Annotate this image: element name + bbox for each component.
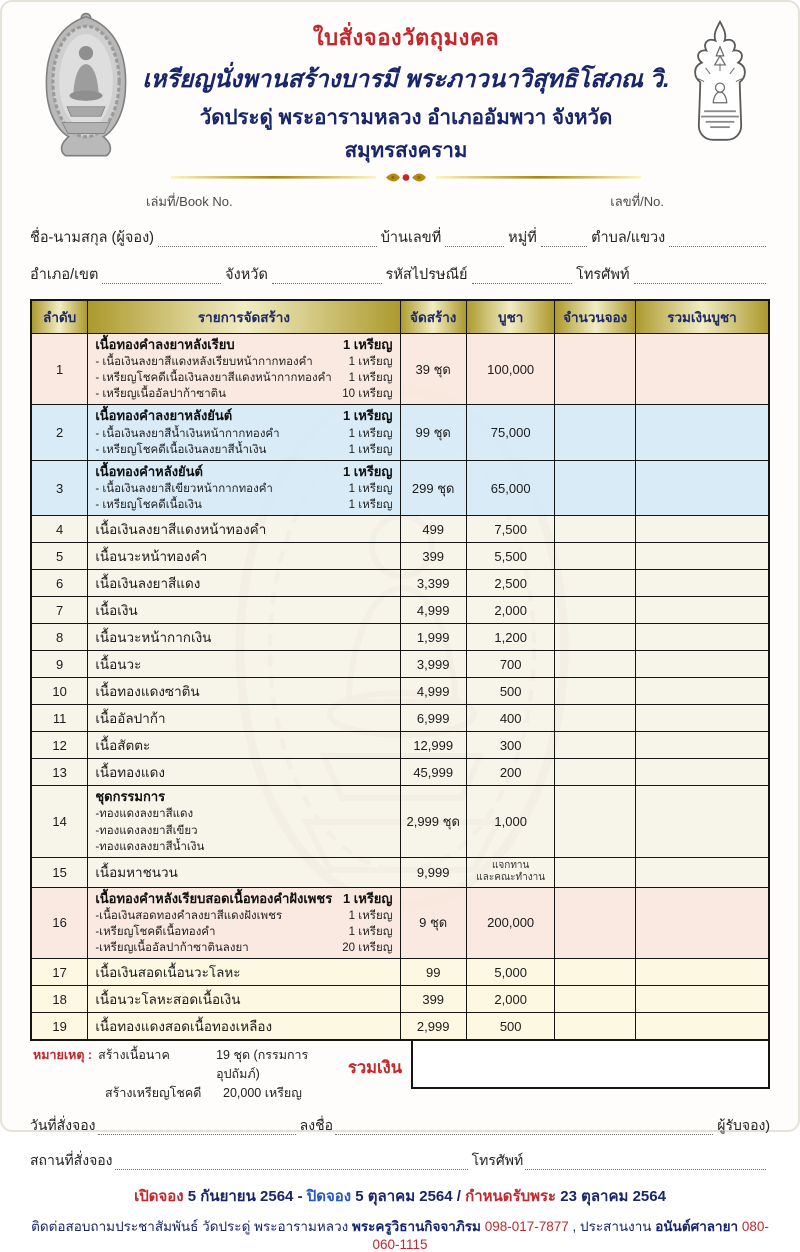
- order-quantity-cell[interactable]: [555, 460, 635, 515]
- item-cell: [88, 705, 400, 732]
- moo-field[interactable]: [541, 231, 587, 247]
- item-name: เนื้อเงิน: [95, 603, 138, 619]
- price-cell: 500: [466, 1013, 555, 1041]
- text-segment: ติดต่อสอบถามประชาสัมพันธ์ วัดประดู่ พระอารามหลวง: [31, 1219, 352, 1235]
- note-item-2: สร้างเหรียญโชคดี: [105, 1085, 202, 1100]
- item-name: เนื้อเงินลงยาสีแดงหน้าทองคำ: [95, 522, 267, 538]
- order-quantity-cell[interactable]: [555, 597, 635, 624]
- row-index-cell: 15: [31, 857, 88, 887]
- note-item-1: สร้างเนื้อนาค: [98, 1048, 170, 1063]
- order-total-cell[interactable]: [635, 705, 769, 732]
- header: [30, 10, 770, 212]
- price-cell: 65,000: [466, 460, 555, 515]
- table-row: [31, 570, 769, 597]
- row-index-cell: 10: [31, 678, 88, 705]
- district-field[interactable]: [102, 268, 221, 284]
- made-count-cell: 4,999: [400, 678, 466, 705]
- item-sub-line: [95, 924, 392, 940]
- order-quantity-cell[interactable]: [555, 405, 635, 460]
- item-cell: [88, 887, 400, 958]
- item-name: เนื้อเงินสอดเนื้อนวะโลหะ: [95, 965, 241, 981]
- row-index-cell: 18: [31, 986, 88, 1013]
- order-total-cell[interactable]: [635, 516, 769, 543]
- row-index-cell: 16: [31, 887, 88, 958]
- made-count-cell: 9,999: [400, 857, 466, 887]
- row-index-cell: 8: [31, 624, 88, 651]
- order-total-cell[interactable]: [635, 678, 769, 705]
- price-cell: [466, 857, 555, 887]
- book-number-row: [142, 185, 670, 212]
- row-index-cell: 17: [31, 959, 88, 986]
- item-title: เนื้อทองคำหลังเรียบสอดเนื้อทองคำฝังเพชร: [95, 890, 333, 906]
- price-cell: 7,500: [466, 516, 555, 543]
- item-sub-line: [95, 370, 392, 386]
- sub-item-qty: 10 เหรียญ: [342, 388, 393, 401]
- item-cell: [88, 570, 400, 597]
- item-title-qty: 1 เหรียญ: [342, 890, 393, 906]
- row-index-cell: 13: [31, 759, 88, 786]
- order-quantity-cell[interactable]: [555, 1013, 635, 1041]
- moo-label: หมู่ที่: [508, 230, 537, 246]
- price-cell: 75,000: [466, 405, 555, 460]
- row-index-cell: 6: [31, 570, 88, 597]
- item-sub-line: [95, 908, 392, 924]
- col-header-item: รายการจัดสร้าง: [88, 300, 400, 334]
- order-total-cell[interactable]: [635, 597, 769, 624]
- item-name: เนื้อนวะหน้าทองคำ: [95, 549, 208, 565]
- text-segment: ปิดจอง: [306, 1188, 356, 1206]
- customer-line-2: [30, 263, 770, 286]
- item-cell: [88, 959, 400, 986]
- row-index-cell: 1: [31, 334, 88, 405]
- order-total-cell[interactable]: [635, 887, 769, 958]
- order-quantity-cell[interactable]: [555, 624, 635, 651]
- order-total-cell[interactable]: [635, 732, 769, 759]
- price-cell: 2,500: [466, 570, 555, 597]
- made-count-cell: 45,999: [400, 759, 466, 786]
- item-cell: [88, 405, 400, 460]
- table-row: [31, 959, 769, 986]
- order-quantity-cell[interactable]: [555, 986, 635, 1013]
- order-total-cell[interactable]: [635, 986, 769, 1013]
- text-segment: 5 กันยายน 2564: [187, 1188, 298, 1206]
- order-total-cell[interactable]: [635, 460, 769, 515]
- item-cell: [88, 1013, 400, 1041]
- sub-item-label: -เนื้อเงินสอดทองคำลงยาสีแดงฝังเพชร: [95, 909, 283, 922]
- col-header-price: บูชา: [466, 300, 555, 334]
- order-quantity-cell[interactable]: [555, 516, 635, 543]
- subdistrict-field[interactable]: [669, 231, 766, 247]
- sub-item-label: -ทองแดงลงยาสีเขียว: [95, 824, 198, 837]
- phone-label: โทรศัพท์: [576, 267, 630, 283]
- place-label: สถานที่สั่งจอง: [30, 1152, 113, 1169]
- item-title-line: [95, 788, 392, 806]
- table-row: [31, 786, 769, 857]
- sub-item-qty: 1 เหรียญ: [348, 483, 393, 496]
- table-row: [31, 1013, 769, 1041]
- item-cell: [88, 986, 400, 1013]
- schedule-line: [30, 1184, 770, 1208]
- province-field[interactable]: [272, 268, 382, 284]
- order-total-cell[interactable]: [635, 405, 769, 460]
- made-count-cell: 3,999: [400, 651, 466, 678]
- row-index-cell: 5: [31, 543, 88, 570]
- made-count-cell: 3,399: [400, 570, 466, 597]
- item-title-qty: 1 เหรียญ: [342, 337, 393, 352]
- sub-item-qty: 1 เหรียญ: [348, 356, 393, 369]
- price-cell: 2,000: [466, 597, 555, 624]
- book-no-label: เล่มที่/Book No.: [146, 194, 233, 209]
- made-count-cell: 6,999: [400, 705, 466, 732]
- table-row: [31, 597, 769, 624]
- item-name: เนื้อทองแดงสอดเนื้อทองเหลือง: [95, 1019, 273, 1035]
- sub-item-label: - เหรียญเนื้ออัลปาก้าซาติน: [95, 388, 226, 401]
- contact-line: [30, 1215, 770, 1252]
- row-index-cell: 12: [31, 732, 88, 759]
- sub-item-qty: 1 เหรียญ: [348, 372, 393, 385]
- order-date-field[interactable]: [98, 1119, 296, 1135]
- price-cell: 300: [466, 732, 555, 759]
- price-cell: 100,000: [466, 334, 555, 405]
- item-sub-line: [95, 442, 392, 458]
- item-cell: [88, 597, 400, 624]
- text-segment: 098-017-7877: [484, 1219, 569, 1235]
- text-segment: , ประสานงาน: [568, 1219, 656, 1235]
- total-amount-label: รวมเงิน: [348, 1058, 402, 1077]
- item-cell: [88, 624, 400, 651]
- table-row: [31, 543, 769, 570]
- sub-item-label: -เหรียญโชคดีเนื้อทองคำ: [95, 925, 216, 938]
- made-count-cell: 2,999: [400, 1013, 466, 1041]
- price-cell: 5,500: [466, 543, 555, 570]
- text-segment: เปิดจอง: [134, 1188, 188, 1206]
- item-name: เนื้อสัตตะ: [95, 738, 151, 754]
- made-count-cell: 399: [400, 543, 466, 570]
- order-quantity-cell[interactable]: [555, 732, 635, 759]
- phone-field[interactable]: [634, 268, 766, 284]
- form-title: ใบสั่งจองวัตถุมงคล: [312, 25, 500, 50]
- temple-line: วัดประดู่ พระอารามหลวง อำเภออัมพวา จังหวัดสมุทรสงคราม: [199, 106, 613, 162]
- made-count-cell: 299 ชุด: [400, 460, 466, 515]
- item-title-line: [95, 463, 392, 481]
- text-segment: -: [297, 1188, 307, 1206]
- total-amount-box[interactable]: [411, 1039, 770, 1089]
- row-index-cell: 19: [31, 1013, 88, 1041]
- note-qty-1: 19 ชุด (กรรมการอุปถัมภ์): [216, 1048, 309, 1081]
- price-cell: 1,200: [466, 624, 555, 651]
- order-total-cell[interactable]: [635, 1013, 769, 1041]
- price-cell: 500: [466, 678, 555, 705]
- made-count-cell: 4,999: [400, 597, 466, 624]
- item-title-qty: 1 เหรียญ: [342, 463, 393, 479]
- item-sub-line: [95, 354, 392, 370]
- table-row: [31, 624, 769, 651]
- table-row: [31, 651, 769, 678]
- sub-item-label: -ทองแดงลงยาสีแดง: [95, 808, 194, 821]
- made-count-cell: 9 ชุด: [400, 887, 466, 958]
- order-total-cell[interactable]: [635, 759, 769, 786]
- item-cell: [88, 732, 400, 759]
- postcode-label: รหัสไปรษณีย์: [385, 267, 468, 283]
- item-name: เนื้อนวะโลหะสอดเนื้อเงิน: [95, 992, 241, 1008]
- note-qty-2: 20,000 เหรียญ: [223, 1085, 302, 1100]
- sub-item-qty: 1 เหรียญ: [348, 443, 393, 456]
- sub-item-qty: 1 เหรียญ: [348, 909, 393, 922]
- item-cell: [88, 334, 400, 405]
- price-cell: 5,000: [466, 959, 555, 986]
- col-header-quantity: จำนวนจอง: [555, 300, 635, 334]
- item-sub-line: [95, 940, 392, 956]
- order-quantity-cell[interactable]: [555, 857, 635, 887]
- item-sub-line: [95, 426, 392, 442]
- row-index-cell: 14: [31, 786, 88, 857]
- item-name: เนื้อทองแดงซาติน: [95, 684, 200, 700]
- table-row: [31, 732, 769, 759]
- sub-item-label: - เนื้อเงินลงยาสีน้ำเงินหน้ากากทองคำ: [95, 427, 280, 440]
- receiver-label: ผู้รับจอง): [717, 1117, 770, 1134]
- text-segment: 080-060-1115: [372, 1219, 769, 1252]
- item-sub-line: [95, 823, 392, 839]
- sub-item-label: - เหรียญโชคดีเนื้อเงินลงยาสีแดงหน้ากากทองคำ: [95, 372, 332, 385]
- price-note-line: และคณะทำงาน: [476, 872, 546, 884]
- district-label: อำเภอ/เขต: [30, 267, 99, 283]
- item-title-line: [95, 890, 392, 908]
- col-header-total: รวมเงินบูชา: [635, 300, 769, 334]
- item-title: ชุดกรรมการ: [95, 789, 166, 805]
- order-total-cell[interactable]: [635, 959, 769, 986]
- signature-line-2: [30, 1150, 770, 1172]
- item-title: เนื้อทองคำลงยาหลังยันต์: [95, 408, 233, 424]
- header-titles: [142, 10, 670, 212]
- sub-item-qty: 20 เหรียญ: [342, 942, 393, 955]
- text-segment: กำหนดรับพระ: [465, 1188, 561, 1206]
- item-sub-line: [95, 806, 392, 822]
- sub-item-label: - เนื้อเงินลงยาสีเขียวหน้ากากทองคำ: [95, 483, 273, 496]
- table-row: [31, 405, 769, 460]
- sub-item-label: -ทองแดงลงยาสีน้ำเงิน: [95, 840, 205, 853]
- item-name: เนื้อทองแดง: [95, 765, 165, 781]
- item-cell: [88, 460, 400, 515]
- made-count-cell: 99 ชุด: [400, 405, 466, 460]
- price-note-line: แจกทาน: [491, 859, 530, 871]
- house-label: บ้านเลขที่: [380, 230, 442, 246]
- coin-title: เหรียญนั่งพานสร้างบารมี พระภาวนาวิสุทธิโสภณ วิ.: [142, 66, 670, 93]
- province-label: จังหวัด: [225, 267, 268, 283]
- table-row: [31, 516, 769, 543]
- col-header-made: จัดสร้าง: [400, 300, 466, 334]
- item-cell: [88, 651, 400, 678]
- gold-divider-icon: [171, 171, 641, 185]
- item-sub-line: [95, 386, 392, 402]
- item-name: เนื้อนวะ: [95, 657, 142, 673]
- order-quantity-cell[interactable]: [555, 570, 635, 597]
- table-row: [31, 986, 769, 1013]
- row-index-cell: 9: [31, 651, 88, 678]
- price-cell: 200: [466, 759, 555, 786]
- item-cell: [88, 543, 400, 570]
- order-date-label: วันที่สั่งจอง: [30, 1117, 96, 1134]
- signature-line-1: [30, 1115, 770, 1137]
- made-count-cell: 499: [400, 516, 466, 543]
- item-sub-line: [95, 481, 392, 497]
- order-table-body: [31, 334, 769, 1041]
- footer-phone-field[interactable]: [525, 1154, 766, 1170]
- item-cell: [88, 678, 400, 705]
- table-row: [31, 705, 769, 732]
- item-title: เนื้อทองคำหลังยันต์: [95, 463, 204, 479]
- item-cell: [88, 759, 400, 786]
- item-name: เนื้อเงินลงยาสีแดง: [95, 576, 201, 592]
- sub-item-label: - เหรียญโชคดีเนื้อเงินลงยาสีน้ำเงิน: [95, 443, 267, 456]
- price-cell: 1,000: [466, 786, 555, 857]
- made-count-cell: 2,999 ชุด: [400, 786, 466, 857]
- item-cell: [88, 516, 400, 543]
- order-total-cell[interactable]: [635, 857, 769, 887]
- table-row: [31, 857, 769, 887]
- item-name: เนื้ออัลปาก้า: [95, 711, 166, 727]
- note-label: หมายเหตุ :: [33, 1048, 93, 1063]
- item-name: เนื้อนวะหน้ากากเงิน: [95, 630, 212, 646]
- text-segment: 5 ตุลาคม 2564 /: [355, 1188, 466, 1206]
- made-count-cell: 1,999: [400, 624, 466, 651]
- no-label: เลขที่/No.: [610, 194, 664, 209]
- made-count-cell: 99: [400, 959, 466, 986]
- row-index-cell: 2: [31, 405, 88, 460]
- order-quantity-cell[interactable]: [555, 651, 635, 678]
- order-total-cell[interactable]: [635, 543, 769, 570]
- amulet-photo: [30, 10, 142, 162]
- item-title: เนื้อทองคำลงยาหลังเรียบ: [95, 337, 235, 352]
- sub-item-qty: 1 เหรียญ: [348, 925, 393, 938]
- order-total-cell[interactable]: [635, 334, 769, 405]
- row-index-cell: 11: [31, 705, 88, 732]
- order-total-cell[interactable]: [635, 651, 769, 678]
- text-segment: อนันต์ศาลายา: [655, 1219, 742, 1235]
- sub-item-qty: 1 เหรียญ: [348, 499, 393, 512]
- made-count-cell: 399: [400, 986, 466, 1013]
- text-segment: พระครูวิธานกิจจาภิรม: [352, 1219, 485, 1235]
- sub-item-qty: 1 เหรียญ: [348, 427, 393, 440]
- order-quantity-cell[interactable]: [555, 887, 635, 958]
- order-quantity-cell[interactable]: [555, 705, 635, 732]
- footer-phone-label: โทรศัพท์: [471, 1152, 524, 1169]
- made-count-cell: 12,999: [400, 732, 466, 759]
- order-quantity-cell[interactable]: [555, 543, 635, 570]
- price-cell: 400: [466, 705, 555, 732]
- subdistrict-label: ตำบล/แขวง: [591, 230, 666, 246]
- sub-item-label: - เหรียญโชคดีเนื้อเงิน: [95, 499, 202, 512]
- price-cell: 700: [466, 651, 555, 678]
- total-row: [30, 1041, 770, 1102]
- customer-line-1: [30, 226, 770, 249]
- item-cell: [88, 786, 400, 857]
- row-index-cell: 3: [31, 460, 88, 515]
- table-row: [31, 334, 769, 405]
- postcode-field[interactable]: [472, 268, 573, 284]
- item-title-qty: 1 เหรียญ: [342, 408, 393, 424]
- sub-item-label: - เนื้อเงินลงยาสีแดงหลังเรียบหน้ากากทองคำ: [95, 356, 313, 369]
- table-row: [31, 759, 769, 786]
- emblem-drawing: [670, 10, 770, 158]
- order-total-cell[interactable]: [635, 786, 769, 857]
- sign-label: ลงชื่อ: [299, 1117, 333, 1134]
- order-quantity-cell[interactable]: [555, 959, 635, 986]
- order-quantity-cell[interactable]: [555, 678, 635, 705]
- name-label: ชื่อ-นามสกุล (ผู้จอง): [30, 230, 154, 246]
- item-title-line: [95, 336, 392, 354]
- order-table: [30, 299, 770, 1041]
- table-row: [31, 460, 769, 515]
- place-field[interactable]: [115, 1154, 468, 1170]
- order-total-cell[interactable]: [635, 570, 769, 597]
- order-quantity-cell[interactable]: [555, 786, 635, 857]
- order-quantity-cell[interactable]: [555, 334, 635, 405]
- order-quantity-cell[interactable]: [555, 759, 635, 786]
- table-row: [31, 887, 769, 958]
- made-count-cell: 39 ชุด: [400, 334, 466, 405]
- table-header-row: [31, 300, 769, 334]
- row-index-cell: 4: [31, 516, 88, 543]
- item-sub-line: [95, 839, 392, 855]
- row-index-cell: 7: [31, 597, 88, 624]
- item-name: เนื้อมหาชนวน: [95, 865, 178, 881]
- price-cell: 2,000: [466, 986, 555, 1013]
- note-block: [30, 1041, 348, 1102]
- col-header-index: ลำดับ: [31, 300, 88, 334]
- item-cell: [88, 857, 400, 887]
- name-field[interactable]: [158, 231, 377, 247]
- sign-field[interactable]: [335, 1119, 713, 1135]
- text-segment: 23 ตุลาคม 2564: [560, 1188, 666, 1206]
- item-title-line: [95, 407, 392, 425]
- sub-item-label: -เหรียญเนื้ออัลปาก้าซาตินลงยา: [95, 942, 249, 955]
- house-field[interactable]: [445, 231, 504, 247]
- order-total-cell[interactable]: [635, 624, 769, 651]
- price-cell: 200,000: [466, 887, 555, 958]
- table-row: [31, 678, 769, 705]
- item-sub-line: [95, 497, 392, 513]
